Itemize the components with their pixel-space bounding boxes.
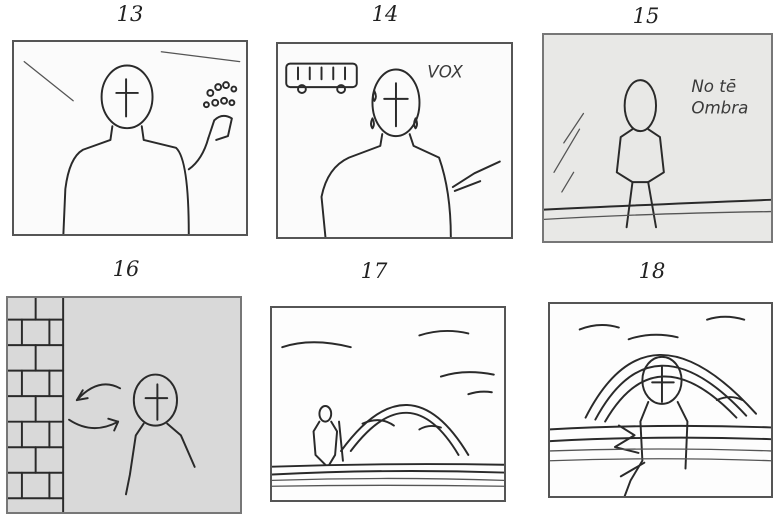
panel-number-18: 18 bbox=[638, 259, 666, 283]
storyboard-panel-17 bbox=[270, 306, 506, 502]
rainbow-arc-1 bbox=[586, 355, 756, 418]
panel-number-17: 17 bbox=[360, 259, 388, 283]
panel-number-13: 13 bbox=[116, 2, 144, 26]
panel-14-sketch bbox=[278, 44, 511, 237]
brick-wall bbox=[8, 298, 63, 512]
panel-13-sketch bbox=[14, 42, 246, 234]
panel-number-16: 16 bbox=[112, 257, 140, 281]
storyboard-panel-13 bbox=[12, 40, 248, 236]
storyboard-panel-14 bbox=[276, 42, 513, 239]
panel-15-sketch bbox=[544, 35, 771, 241]
arrow-curve-bottom bbox=[69, 420, 118, 428]
storyboard-panel-16 bbox=[6, 296, 242, 514]
panel-17-sketch bbox=[272, 308, 504, 500]
annotation-line-2: Ombra bbox=[691, 98, 749, 118]
annotation-line-1: No tē bbox=[691, 76, 737, 96]
panel-18-sketch bbox=[550, 304, 771, 496]
arrow-curve-top bbox=[77, 384, 120, 400]
storyboard-panel-18 bbox=[548, 302, 773, 498]
panel-number-14: 14 bbox=[371, 2, 399, 26]
vox-annotation: VOX bbox=[427, 62, 463, 82]
panel-number-15: 15 bbox=[632, 4, 660, 28]
storyboard-panel-15 bbox=[542, 33, 773, 243]
panel-16-sketch bbox=[8, 298, 240, 512]
